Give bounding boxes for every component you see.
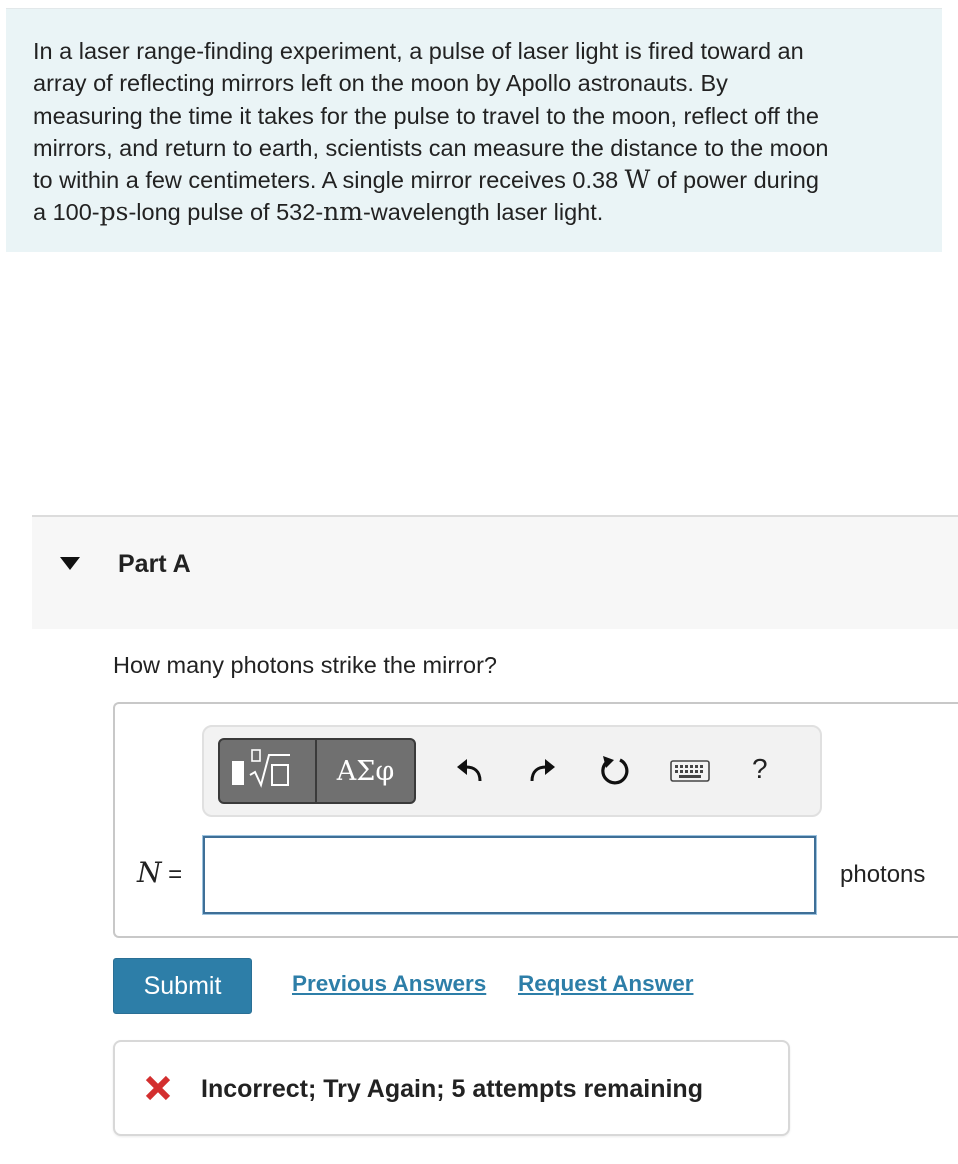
problem-line (33, 164, 916, 196)
part-header[interactable] (32, 515, 958, 629)
math-toolbar (202, 725, 822, 817)
redo-icon[interactable] (522, 749, 562, 793)
templates-icon (228, 749, 308, 794)
problem-text: to within a few centimeters. A single mirror receives 0.38 (33, 167, 625, 194)
answer-input[interactable] (203, 836, 816, 914)
greek-symbols-button[interactable]: ΑΣφ (316, 738, 416, 804)
problem-text: of power during (650, 167, 819, 194)
templates-button[interactable] (218, 738, 316, 804)
undo-icon[interactable] (450, 749, 490, 793)
toolbar-button-group (218, 738, 416, 804)
incorrect-x-icon (144, 1074, 172, 1107)
problem-line: mirrors, and return to earth, scientists can measure the distance to the moon (33, 134, 829, 161)
answer-variable-label (137, 856, 182, 889)
keyboard-icon[interactable] (670, 749, 710, 793)
part-title: Part A (118, 550, 191, 578)
answer-unit: photons (840, 861, 926, 888)
variable-symbol: N (137, 856, 162, 889)
help-icon[interactable]: ? (752, 753, 768, 784)
problem-line (33, 196, 916, 228)
problem-text: -wavelength laser light. (362, 199, 604, 226)
collapse-caret-icon[interactable] (60, 557, 80, 570)
feedback-message: Incorrect; Try Again; 5 attempts remaining (201, 1075, 703, 1103)
previous-answers-link[interactable]: Previous Answers (292, 971, 487, 996)
problem-line: measuring the time it takes for the pulse to travel to the moon, reflect off the (33, 102, 819, 129)
problem-line: array of reflecting mirrors left on the moon by Apollo astronauts. By (33, 70, 728, 97)
problem-statement (6, 8, 942, 252)
equals-sign: = (161, 861, 183, 888)
submit-button[interactable]: Submit (113, 958, 252, 1014)
feedback-box (113, 1040, 790, 1136)
problem-text: -long pulse of 532- (128, 199, 324, 226)
power-unit: W (624, 165, 651, 195)
question-text: How many photons strike the mirror? (113, 652, 497, 678)
reset-icon[interactable] (595, 749, 635, 793)
problem-line: In a laser range-finding experiment, a pulse of laser light is fired toward an (33, 38, 804, 64)
problem-text: a 100- (33, 199, 100, 226)
ps-unit: ps (99, 197, 129, 227)
request-answer-link[interactable]: Request Answer (518, 971, 694, 996)
nm-unit: nm (323, 197, 363, 227)
